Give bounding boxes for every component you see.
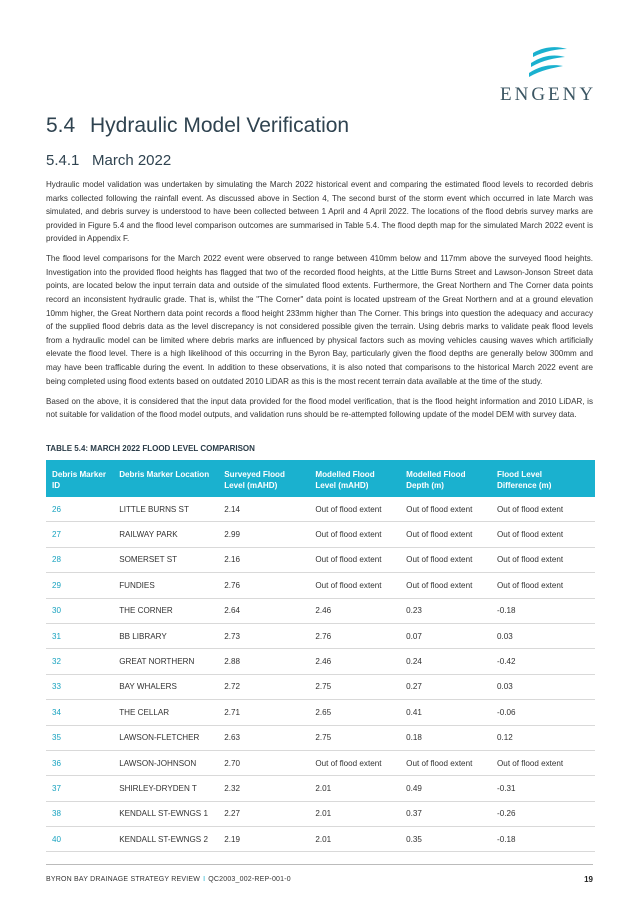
- table-cell: 2.70: [218, 750, 309, 775]
- table-cell: KENDALL ST-EWNGS 1: [113, 801, 218, 826]
- table-cell: Out of flood extent: [491, 573, 595, 598]
- table-cell: -0.18: [491, 598, 595, 623]
- table-cell: -0.42: [491, 649, 595, 674]
- table-cell: Out of flood extent: [400, 573, 491, 598]
- table-cell: SOMERSET ST: [113, 547, 218, 572]
- table-cell: 2.64: [218, 598, 309, 623]
- table-cell: 0.37: [400, 801, 491, 826]
- column-header: Flood Level Difference (m): [491, 460, 595, 497]
- table-cell: 2.65: [309, 700, 400, 725]
- table-cell: THE CELLAR: [113, 700, 218, 725]
- table-cell: LAWSON-FLETCHER: [113, 725, 218, 750]
- subsection-number: 5.4.1: [46, 152, 80, 169]
- table-cell: 0.03: [491, 674, 595, 699]
- section-title: Hydraulic Model Verification: [90, 114, 350, 137]
- table-cell: 0.27: [400, 674, 491, 699]
- table-cell: 2.73: [218, 623, 309, 648]
- table-cell: 2.46: [309, 649, 400, 674]
- body-text: [46, 178, 593, 428]
- table-cell: Out of flood extent: [491, 497, 595, 522]
- table-row: [46, 497, 595, 522]
- table-cell: BAY WHALERS: [113, 674, 218, 699]
- table-cell: 2.76: [218, 573, 309, 598]
- table-cell: SHIRLEY-DRYDEN T: [113, 776, 218, 801]
- table-row: [46, 725, 595, 750]
- section-number: 5.4: [46, 114, 76, 137]
- table-cell: LITTLE BURNS ST: [113, 497, 218, 522]
- table-cell: 2.14: [218, 497, 309, 522]
- table-cell: 2.27: [218, 801, 309, 826]
- table-row: [46, 547, 595, 572]
- table-cell: KENDALL ST-EWNGS 2: [113, 827, 218, 852]
- table-cell: 2.32: [218, 776, 309, 801]
- table-cell: 29: [46, 573, 113, 598]
- page-number: 19: [584, 875, 593, 884]
- table-cell: 0.35: [400, 827, 491, 852]
- table-cell: LAWSON-JOHNSON: [113, 750, 218, 775]
- column-header: Debris Marker ID: [46, 460, 113, 497]
- report-title: BYRON BAY DRAINAGE STRATEGY REVIEW: [46, 876, 201, 883]
- table-cell: Out of flood extent: [400, 497, 491, 522]
- table-cell: Out of flood extent: [491, 750, 595, 775]
- table-row: [46, 776, 595, 801]
- table-cell: 35: [46, 725, 113, 750]
- table-cell: 0.41: [400, 700, 491, 725]
- table-cell: 2.16: [218, 547, 309, 572]
- table-row: [46, 674, 595, 699]
- table-cell: Out of flood extent: [309, 497, 400, 522]
- column-header: Debris Marker Location: [113, 460, 218, 497]
- table-cell: Out of flood extent: [309, 573, 400, 598]
- table-cell: 36: [46, 750, 113, 775]
- table-cell: 2.75: [309, 674, 400, 699]
- table-cell: 2.72: [218, 674, 309, 699]
- table-cell: 0.49: [400, 776, 491, 801]
- table-cell: 2.71: [218, 700, 309, 725]
- column-header: Modelled Flood Depth (m): [400, 460, 491, 497]
- table-cell: -0.26: [491, 801, 595, 826]
- table-cell: Out of flood extent: [309, 522, 400, 547]
- paragraph: The flood level comparisons for the March 2022 event were observed to range between 410mm below and 117mm above the surveyed flood heights. Investigation into the provided flood heights has flagged that two of the recorded flood heights, at the Little Burns Street and Lawson-Jonson Street data points, are located below the input terrain data and outside of the simulated flood extents. Furthermore, the Great Northern and The Corner data points record an inconsistent hydraulic grade. That is, whilst the "The Corner" data point is located upstream of the Great Northern and at a ground elevation 10mm higher, the Great Northern data point records a flood height 233mm higher than The Corner. This brings into question the adequacy and accuracy of the supplied flood debris data as the level discrepancy is not considered possible given the terrain. Using debris marks to validate peak flood levels from a hydraulic model can be limited where debris marks are influenced by physical factors such as moving vehicles causing waves which artificially elevate the flood level. There is a high likelihood of this occurring in the Byron Bay, particularly given the flood depths are generally below 300mm and may have been trafficable during the event. In addition to these observations, it is also noted that comparisons to the historical March 2022 event are being completed using flood extents based on outdated 2010 LiDAR as this is the most recent terrain data available at the time of the study.: [46, 254, 593, 386]
- table-cell: 40: [46, 827, 113, 852]
- table-cell: -0.18: [491, 827, 595, 852]
- footer: [46, 876, 291, 883]
- table-cell: 37: [46, 776, 113, 801]
- table-cell: Out of flood extent: [400, 522, 491, 547]
- table-cell: 27: [46, 522, 113, 547]
- table-row: [46, 700, 595, 725]
- table-cell: 0.12: [491, 725, 595, 750]
- table-row: [46, 522, 595, 547]
- logo-wordmark: ENGENY: [500, 84, 597, 105]
- table-row: [46, 623, 595, 648]
- table-row: [46, 827, 595, 852]
- table-cell: 2.01: [309, 776, 400, 801]
- table-header-row: [46, 460, 595, 497]
- table-cell: -0.31: [491, 776, 595, 801]
- footer-separator: I: [203, 876, 206, 883]
- subsection-heading: [46, 152, 171, 169]
- table-cell: 33: [46, 674, 113, 699]
- table-cell: FUNDIES: [113, 573, 218, 598]
- table-row: [46, 801, 595, 826]
- table-cell: GREAT NORTHERN: [113, 649, 218, 674]
- table-cell: 34: [46, 700, 113, 725]
- column-header: Modelled Flood Level (mAHD): [309, 460, 400, 497]
- table-cell: 26: [46, 497, 113, 522]
- table-cell: 0.03: [491, 623, 595, 648]
- table-cell: 2.75: [309, 725, 400, 750]
- table-row: [46, 750, 595, 775]
- subsection-title: March 2022: [92, 152, 172, 169]
- paragraph: Hydraulic model validation was undertaken by simulating the March 2022 historical event and comparing the estimated flood levels to recorded debris marks collected following the rainfall event. As discussed above in Section 4, The second burst of the storm event which occurred in late March was simulated, and debris survey is understood to have been collected between 1 April and 4 April 2022. The locations of the flood debris survey marks are provided in Figure 5.4 and the flood level comparison outcomes are summarised in Table 5.4. The flood depth map for the simulated March 2022 event is provided in Appendix F.: [46, 180, 593, 244]
- report-code: QC2003_002-REP-001-0: [208, 876, 291, 883]
- table-cell: 2.63: [218, 725, 309, 750]
- table-cell: 0.23: [400, 598, 491, 623]
- table-cell: BB LIBRARY: [113, 623, 218, 648]
- table-cell: 31: [46, 623, 113, 648]
- table-cell: 28: [46, 547, 113, 572]
- table-cell: 2.46: [309, 598, 400, 623]
- section-heading: [46, 114, 349, 138]
- table-row: [46, 573, 595, 598]
- table-cell: -0.06: [491, 700, 595, 725]
- table-cell: Out of flood extent: [400, 750, 491, 775]
- engeny-wave-icon: [525, 44, 571, 82]
- flood-level-table: [46, 460, 595, 852]
- table-body: [46, 497, 595, 852]
- table-cell: 0.24: [400, 649, 491, 674]
- table-cell: 2.76: [309, 623, 400, 648]
- table-cell: Out of flood extent: [491, 547, 595, 572]
- table-cell: 0.07: [400, 623, 491, 648]
- table-cell: 2.19: [218, 827, 309, 852]
- table-row: [46, 649, 595, 674]
- table-cell: 30: [46, 598, 113, 623]
- table-row: [46, 598, 595, 623]
- table-cell: 2.88: [218, 649, 309, 674]
- table-caption: TABLE 5.4: MARCH 2022 FLOOD LEVEL COMPARISON: [46, 444, 255, 453]
- column-header: Surveyed Flood Level (mAHD): [218, 460, 309, 497]
- table-cell: 32: [46, 649, 113, 674]
- table-cell: Out of flood extent: [491, 522, 595, 547]
- table-cell: 2.01: [309, 801, 400, 826]
- table-cell: RAILWAY PARK: [113, 522, 218, 547]
- table-cell: 0.18: [400, 725, 491, 750]
- table-cell: Out of flood extent: [309, 547, 400, 572]
- table-cell: 38: [46, 801, 113, 826]
- footer-divider: [46, 864, 593, 865]
- table-cell: Out of flood extent: [400, 547, 491, 572]
- table-cell: THE CORNER: [113, 598, 218, 623]
- table-cell: Out of flood extent: [309, 750, 400, 775]
- engeny-logo: [500, 44, 596, 106]
- table-cell: 2.99: [218, 522, 309, 547]
- paragraph: Based on the above, it is considered that the input data provided for the flood model verification, that is the flood height information and 2010 LiDAR, is not suitable for validation of the flood model outputs, and validation runs should be re-attempted following update of the model DEM with survey data.: [46, 396, 593, 420]
- table-cell: 2.01: [309, 827, 400, 852]
